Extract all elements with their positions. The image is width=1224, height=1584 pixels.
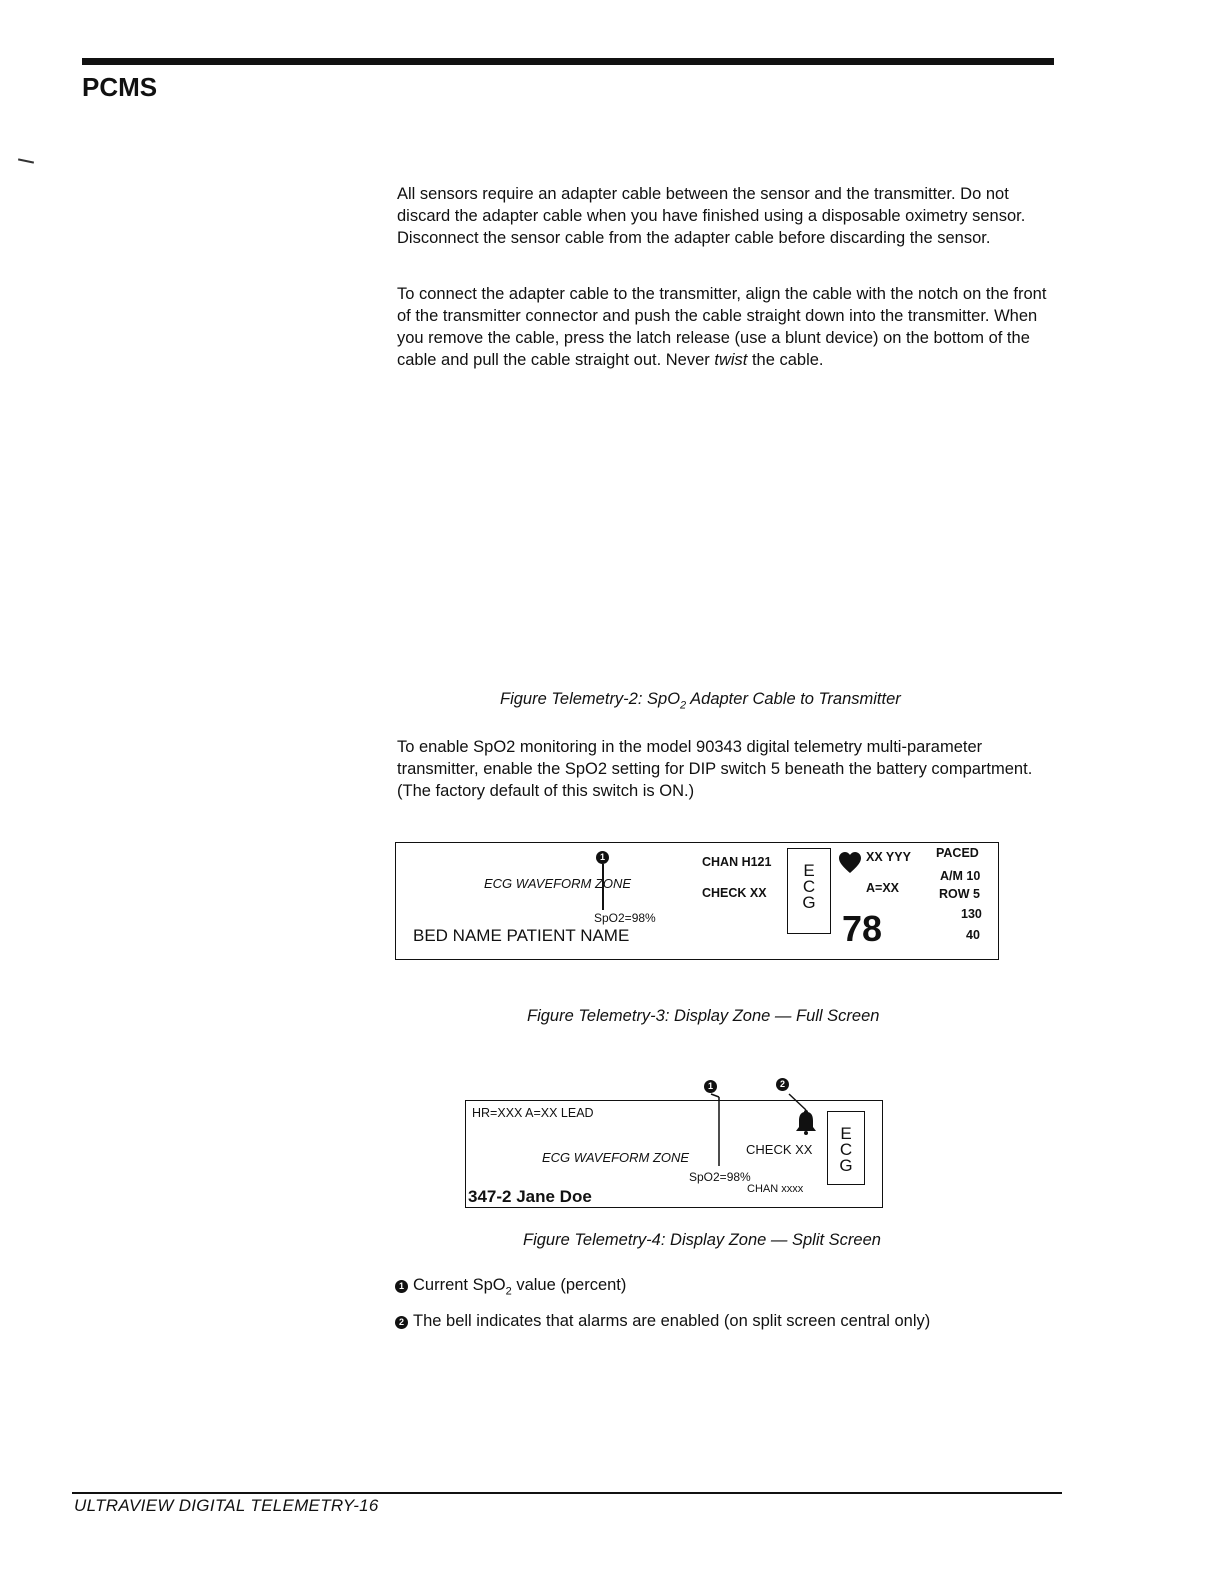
figure2-caption — [500, 690, 901, 711]
scan-mark — [18, 158, 34, 163]
split-screen-display-zone — [465, 1100, 883, 1208]
bed-patient-name: BED NAME PATIENT NAME — [413, 926, 630, 945]
ecg-letter-g: G — [839, 1156, 853, 1175]
callout-1: 1 — [596, 851, 609, 864]
ecg-waveform-zone-label: ECG WAVEFORM ZONE — [542, 1150, 690, 1165]
paragraph-connect-cable — [397, 283, 1047, 371]
spo2-value: SpO2=98% — [689, 1170, 751, 1184]
figure3-caption: Figure Telemetry-3: Display Zone — Full Screen — [527, 1007, 880, 1025]
bell-icon — [795, 1109, 817, 1135]
ecg-indicator-box — [827, 1111, 865, 1185]
am-label: A/M 10 — [940, 869, 981, 883]
top-rule — [82, 58, 1054, 65]
figure4-caption: Figure Telemetry-4: Display Zone — Split Screen — [523, 1231, 881, 1249]
emphasis-twist: twist — [714, 351, 748, 369]
legend-item-1-subscript: 2 — [505, 1285, 512, 1298]
heart-rate-value: 78 — [842, 908, 883, 949]
ecg-indicator-box — [787, 848, 831, 934]
callout-2: 2 — [776, 1078, 789, 1091]
heart-icon — [838, 851, 862, 875]
ecg-letter-c: C — [839, 1140, 853, 1159]
figure2-caption-suffix: Adapter Cable to Transmitter — [686, 690, 901, 708]
ecg-waveform-zone-label: ECG WAVEFORM ZONE — [484, 876, 632, 891]
patient-name: 347-2 Jane Doe — [468, 1187, 592, 1206]
spo2-value: SpO2=98% — [594, 911, 656, 925]
legend-item-1-text: Current SpO — [413, 1276, 506, 1294]
ecg-letter-e: E — [840, 1124, 852, 1143]
ecg-letter-e: E — [803, 861, 815, 880]
section-title: PCMS — [82, 72, 158, 102]
legend-callout-1: 1 — [395, 1280, 408, 1293]
legend-item-1 — [395, 1276, 626, 1297]
legend-callout-2: 2 — [395, 1316, 408, 1329]
check-label: CHECK XX — [746, 1142, 813, 1157]
hr-lead-line: HR=XXX A=XX LEAD — [472, 1106, 594, 1120]
paragraph-connect-text: To connect the adapter cable to the transmitter, align the cable with the notch on the front of the transmitter connector and push the cable straight down into the transmitter. When you remove the cable, press the latch release (use a blunt device) on the bottom of the cable and pull the cable straight out. Never — [397, 285, 1047, 369]
legend-item-2 — [395, 1312, 930, 1331]
channel-label: CHAN xxxx — [747, 1183, 804, 1195]
legend-item-1-suffix: value (percent) — [511, 1276, 627, 1294]
ecg-letter-g: G — [802, 893, 816, 912]
ecg-letter-c: C — [802, 877, 816, 896]
alarm-limit-low: 40 — [966, 928, 980, 942]
channel-label: CHAN H121 — [702, 855, 772, 869]
callout-1: 1 — [704, 1080, 717, 1093]
page-footer: ULTRAVIEW DIGITAL TELEMETRY-16 — [74, 1496, 379, 1515]
row-label: ROW 5 — [939, 887, 980, 901]
paragraph-connect-end: the cable. — [747, 351, 824, 369]
paragraph-adapter-cable: All sensors require an adapter cable between the sensor and the transmitter. Do not discard the adapter cable when you have finished using a disposable oximetry sensor. Disconnect the sensor cable from the adapter cable before discarding the sensor. — [397, 185, 1026, 247]
check-label: CHECK XX — [702, 886, 767, 900]
figure2-caption-subscript: 2 — [680, 699, 687, 712]
bottom-rule — [72, 1492, 1062, 1494]
paced-label: PACED — [936, 846, 979, 860]
xx-yyy-label: XX YYY — [866, 850, 911, 864]
a-xx-label: A=XX — [866, 881, 900, 895]
legend-item-2-text: The bell indicates that alarms are enabled (on split screen central only) — [413, 1312, 931, 1330]
full-screen-display-zone — [395, 842, 999, 960]
figure2-caption-text: Figure Telemetry-2: SpO — [500, 690, 681, 708]
paragraph-enable-spo2: To enable SpO2 monitoring in the model 90343 digital telemetry multi-parameter transmitter, enable the SpO2 setting for DIP switch 5 beneath the battery compartment. (The factory default of this switch is ON.) — [397, 738, 1033, 800]
alarm-limit-high: 130 — [961, 907, 982, 921]
